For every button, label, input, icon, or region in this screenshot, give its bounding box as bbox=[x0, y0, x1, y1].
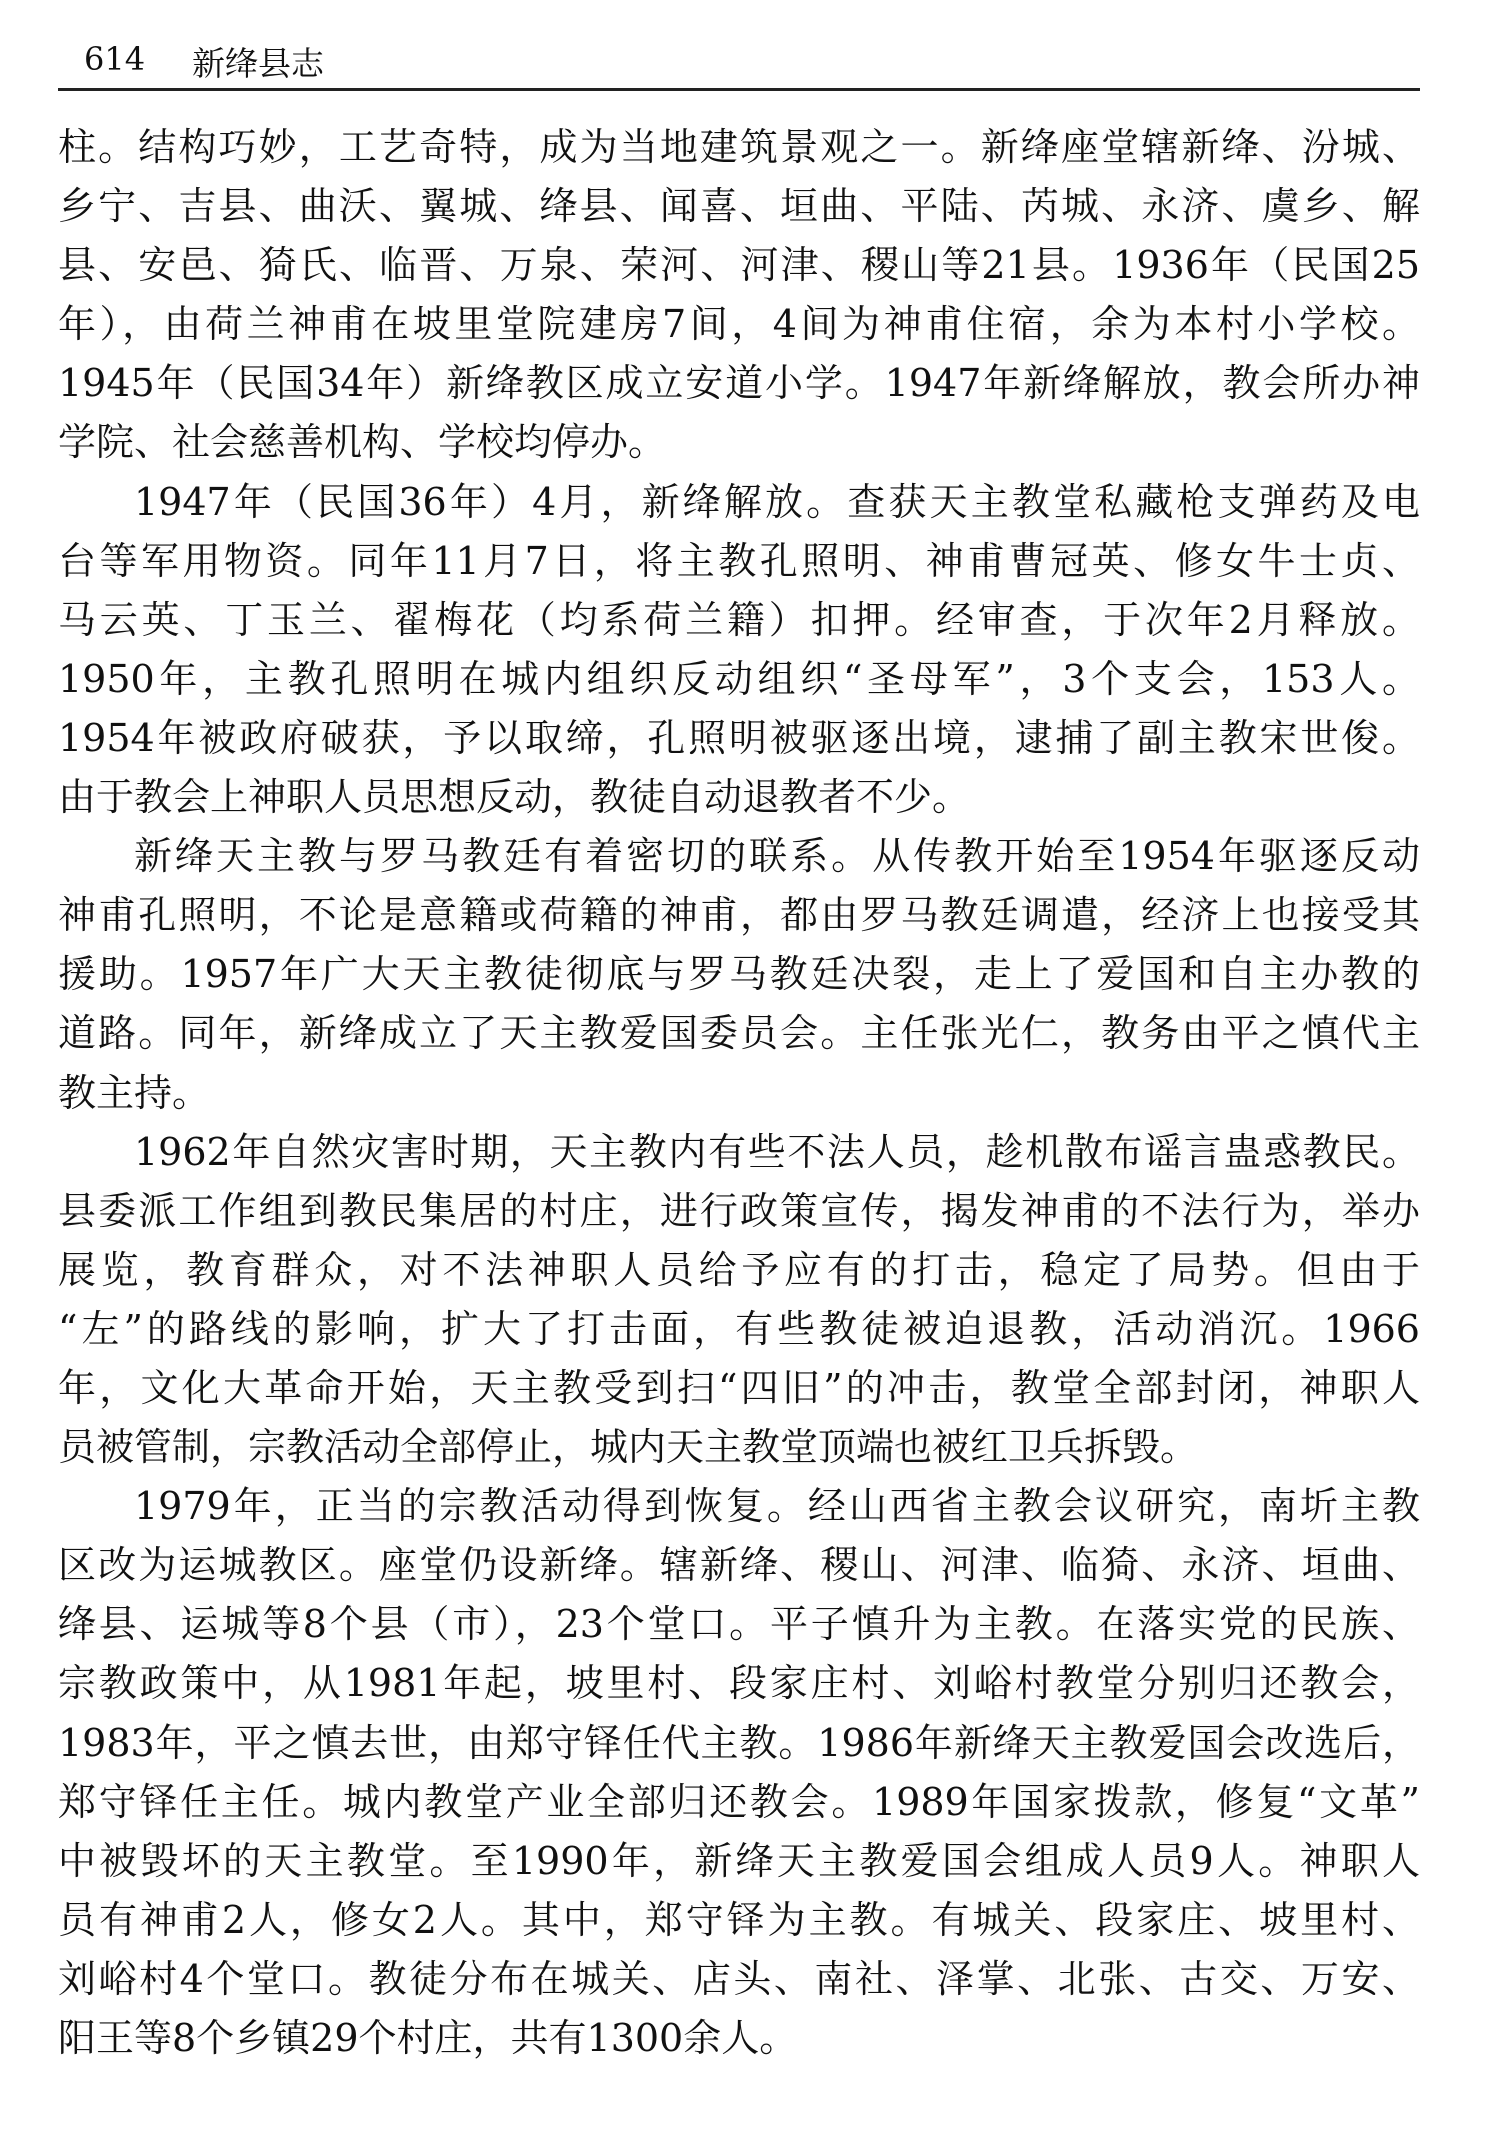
text-line: 1954年被政府破获，予以取缔，孔照明被驱逐出境，逮捕了副主教宋世俊。 bbox=[58, 715, 1420, 760]
text-line: 年），由荷兰神甫在坡里堂院建房7间，4间为神甫住宿，余为本村小学校。 bbox=[58, 302, 1420, 347]
text-line: 县委派工作组到教民集居的村庄，进行政策宣传，揭发神甫的不法行为，举办 bbox=[58, 1188, 1420, 1233]
text-line: 县、安邑、猗氏、临晋、万泉、荣河、河津、稷山等21县。1936年（民国25 bbox=[58, 243, 1420, 288]
page-header bbox=[58, 30, 1420, 91]
text-line: 马云英、丁玉兰、翟梅花（均系荷兰籍）扣押。经审查，于次年2月释放。 bbox=[58, 597, 1420, 642]
text-line: 神甫孔照明，不论是意籍或荷籍的神甫，都由罗马教廷调遣，经济上也接受其 bbox=[58, 893, 1420, 938]
text-line: 员有神甫2人，修女2人。其中，郑守铎为主教。有城关、段家庄、坡里村、 bbox=[58, 1897, 1420, 1942]
text-line: 柱。结构巧妙，工艺奇特，成为当地建筑景观之一。新绛座堂辖新绛、汾城、 bbox=[58, 125, 1420, 169]
text-line: 学院、社会慈善机构、学校均停办。 bbox=[58, 420, 667, 465]
text-line: 1983年，平之慎去世，由郑守铎任代主教。1986年新绛天主教爱国会改选后， bbox=[58, 1720, 1420, 1765]
page-number: 614 bbox=[84, 40, 146, 78]
text-line: 区改为运城教区。座堂仍设新绛。辖新绛、稷山、河津、临猗、永济、垣曲、 bbox=[58, 1543, 1420, 1588]
paragraph-first-line: 1947年（民国36年）4月，新绛解放。查获天主教堂私藏枪支弹药及电 bbox=[134, 479, 1420, 524]
text-line: 中被毁坏的天主教堂。至1990年，新绛天主教爱国会组成人员9人。神职人 bbox=[58, 1838, 1420, 1883]
paragraph-first-line: 1962年自然灾害时期，天主教内有些不法人员，趁机散布谣言蛊惑教民。 bbox=[134, 1129, 1420, 1174]
text-line: 年，文化大革命开始，天主教受到扫“四旧”的冲击，教堂全部封闭，神职人 bbox=[58, 1365, 1420, 1410]
text-line: 1950年，主教孔照明在城内组织反动组织“圣母军”，3个支会，153人。 bbox=[58, 656, 1420, 701]
text-line: 由于教会上神职人员思想反动，教徒自动退教者不少。 bbox=[58, 775, 971, 820]
body-text bbox=[58, 118, 1420, 2068]
paragraph-first-line: 新绛天主教与罗马教廷有着密切的联系。从传教开始至1954年驱逐反动 bbox=[134, 834, 1420, 879]
text-line: 援助。1957年广大天主教徒彻底与罗马教廷决裂，走上了爱国和自主办教的 bbox=[58, 952, 1420, 997]
text-line: 阳王等8个乡镇29个村庄，共有1300余人。 bbox=[58, 2016, 798, 2060]
text-line: 展览，教育群众，对不法神职人员给予应有的打击，稳定了局势。但由于 bbox=[58, 1247, 1420, 1292]
text-line: 绛县、运城等8个县（市），23个堂口。平子慎升为主教。在落实党的民族、 bbox=[58, 1602, 1420, 1647]
text-line: 道路。同年，新绛成立了天主教爱国委员会。主任张光仁，教务由平之慎代主 bbox=[58, 1011, 1420, 1056]
book-title: 新绛县志 bbox=[192, 44, 324, 83]
text-line: 1945年（民国34年）新绛教区成立安道小学。1947年新绛解放，教会所办神 bbox=[58, 361, 1420, 406]
text-line: 台等军用物资。同年11月7日，将主教孔照明、神甫曹冠英、修女牛士贞、 bbox=[58, 538, 1420, 583]
text-line: 郑守铎任主任。城内教堂产业全部归还教会。1989年国家拨款，修复“文革” bbox=[58, 1779, 1420, 1824]
text-line: 教主持。 bbox=[58, 1070, 211, 1115]
paragraph-first-line: 1979年，正当的宗教活动得到恢复。经山西省主教会议研究，南圻主教 bbox=[134, 1484, 1420, 1529]
text-line: 宗教政策中，从1981年起，坡里村、段家庄村、刘峪村教堂分别归还教会， bbox=[58, 1661, 1420, 1706]
text-line: 员被管制，宗教活动全部停止，城内天主教堂顶端也被红卫兵拆毁。 bbox=[58, 1425, 1199, 1470]
text-line: “左”的路线的影响，扩大了打击面，有些教徒被迫退教，活动消沉。1966 bbox=[58, 1306, 1420, 1351]
text-line: 刘峪村4个堂口。教徒分布在城关、店头、南社、泽掌、北张、古交、万安、 bbox=[58, 1956, 1420, 2001]
text-line: 乡宁、吉县、曲沃、翼城、绛县、闻喜、垣曲、平陆、芮城、永济、虞乡、解 bbox=[58, 184, 1420, 229]
